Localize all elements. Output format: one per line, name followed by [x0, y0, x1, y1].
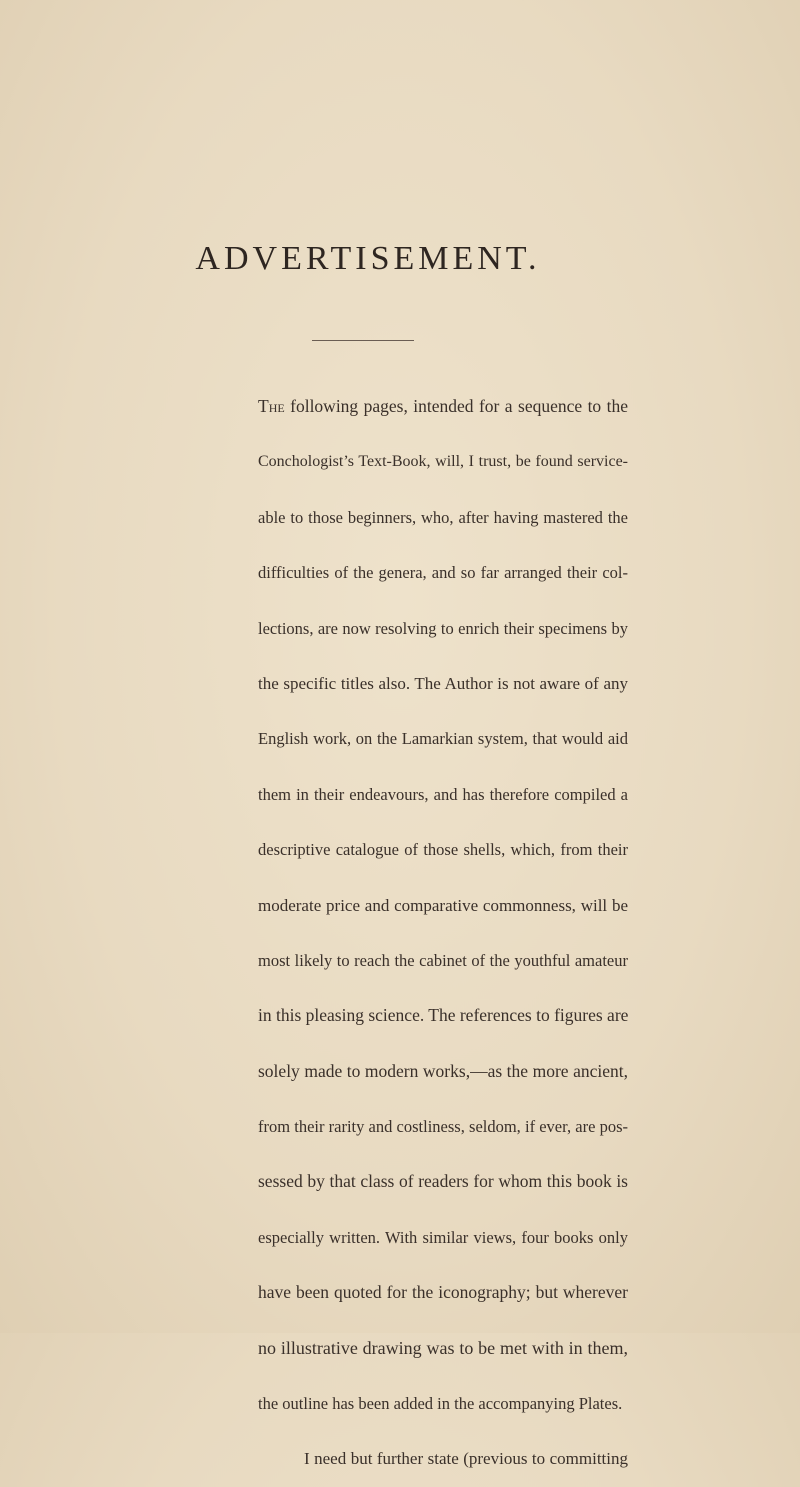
text-line: sessed by that class of readers for whom this book is	[258, 1171, 628, 1192]
title-divider	[312, 340, 414, 341]
text-line: them in their endeavours, and has therefore compiled a	[258, 784, 628, 804]
text-line: solely made to modern works,—as the more ancient,	[258, 1060, 628, 1081]
text-line: lections, are now resolving to enrich their specimens by	[258, 618, 628, 638]
paragraph-1	[258, 379, 628, 434]
line-text: following pages, intended for a sequence to the	[290, 396, 628, 416]
paragraph-2-line: I need but further state (previous to committing	[304, 1449, 628, 1469]
text-line: English work, on the Lamarkian system, that would aid	[258, 729, 628, 749]
text-line: able to those beginners, who, after having mastered the	[258, 507, 628, 527]
text-line	[258, 379, 628, 434]
text-line: most likely to reach the cabinet of the youthful amateur	[258, 950, 628, 970]
first-word: The	[258, 396, 285, 416]
page-title: ADVERTISEMENT.	[195, 240, 541, 277]
text-line: especially written. With similar views, four books only	[258, 1227, 628, 1247]
text-line: have been quoted for the iconography; but wherever	[258, 1282, 628, 1303]
text-line: no illustrative drawing was to be met with in them,	[258, 1337, 628, 1358]
text-line: in this pleasing science. The references to figures are	[258, 1005, 629, 1026]
text-line: from their rarity and costliness, seldom, if ever, are pos-	[258, 1117, 628, 1137]
text-line: the specific titles also. The Author is not aware of any	[258, 673, 628, 693]
text-line: descriptive catalogue of those shells, which, from their	[258, 840, 628, 860]
paragraph-1-continued	[258, 434, 628, 1486]
text-line: moderate price and comparative commonness, will be	[258, 895, 628, 915]
text-line: the outline has been added in the accompanying Plates.	[258, 1394, 623, 1414]
text-line: Conchologist’s Text-Book, will, I trust, be found service-	[258, 453, 628, 471]
text-line: difficulties of the genera, and so far arranged their col-	[258, 563, 628, 583]
